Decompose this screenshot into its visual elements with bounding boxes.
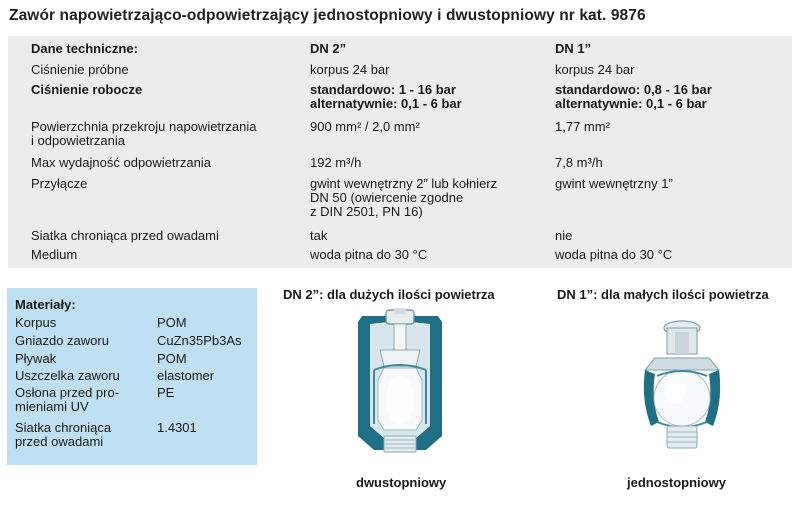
dn1-caption: DN 1”: dla małych ilości powietrza <box>557 287 769 302</box>
material-name: Gniazdo zaworu <box>15 333 109 348</box>
material-value: PE <box>157 385 175 400</box>
dn2-type-label: dwustopniowy <box>356 475 447 490</box>
row-label: Ciśnienie robocze <box>31 82 143 97</box>
row-dn1-value: 7,8 m³/h <box>555 155 603 170</box>
row-dn2-value: woda pitna do 30 °C <box>310 247 428 262</box>
row-dn2-value: tak <box>310 228 328 243</box>
technical-data-table <box>8 36 792 268</box>
dn2-caption: DN 2”: dla dużych ilości powietrza <box>283 287 495 302</box>
material-name: Uszczelka zaworu <box>15 368 120 383</box>
row-label: Powierzchnia przekroju napowietrzania i odpowietrzania <box>31 119 257 148</box>
row-dn2-value: korpus 24 bar <box>310 62 390 77</box>
material-name: Osłona przed pro- mieniami UV <box>15 385 120 414</box>
row-label: Ciśnienie próbne <box>31 62 129 77</box>
row-dn1-value: nie <box>555 228 573 243</box>
row-dn1-value: gwint wewnętrzny 1” <box>555 176 673 191</box>
row-dn2-value: standardowo: 1 - 16 bar alternatywnie: 0,1 - 6 bar <box>310 82 462 111</box>
header-label: Dane techniczne: <box>31 41 138 56</box>
material-name: Korpus <box>15 315 57 330</box>
header-dn1: DN 1” <box>555 41 592 56</box>
material-value: 1.4301 <box>157 420 197 435</box>
row-dn2-value: 900 mm² / 2,0 mm² <box>310 119 420 134</box>
row-dn1-value: standardowo: 0,8 - 16 bar alternatywnie: 0,1 - 6 bar <box>555 82 712 111</box>
material-value: POM <box>157 315 187 330</box>
dn1-valve-image <box>627 318 737 458</box>
material-value: CuZn35Pb3As <box>157 333 242 348</box>
dn2-valve-image <box>340 308 460 458</box>
header-dn2: DN 2” <box>310 41 347 56</box>
row-dn2-value: 192 m³/h <box>310 155 362 170</box>
material-name: Siatka chroniąca przed owadami <box>15 420 112 449</box>
material-name: Pływak <box>15 351 57 366</box>
row-dn1-value: 1,77 mm² <box>555 119 610 134</box>
material-value: elastomer <box>157 368 215 383</box>
row-label: Medium <box>31 247 78 262</box>
materials-heading: Materiały: <box>15 297 76 312</box>
row-label: Max wydajność odpowietrzania <box>31 155 211 170</box>
material-value: POM <box>157 351 187 366</box>
row-dn2-value: gwint wewnętrzny 2” lub kołnierz DN 50 (owiercenie zgodne z DIN 2501, PN 16) <box>310 176 498 219</box>
page-title: Zawór napowietrzająco-odpowietrzający jednostopniowy i dwustopniowy nr kat. 9876 <box>9 7 646 24</box>
row-dn1-value: korpus 24 bar <box>555 62 635 77</box>
materials-panel <box>7 288 257 465</box>
row-dn1-value: woda pitna do 30 °C <box>555 247 673 262</box>
row-label: Przyłącze <box>31 176 88 191</box>
dn1-type-label: jednostopniowy <box>627 475 726 490</box>
row-label: Siatka chroniąca przed owadami <box>31 228 219 243</box>
